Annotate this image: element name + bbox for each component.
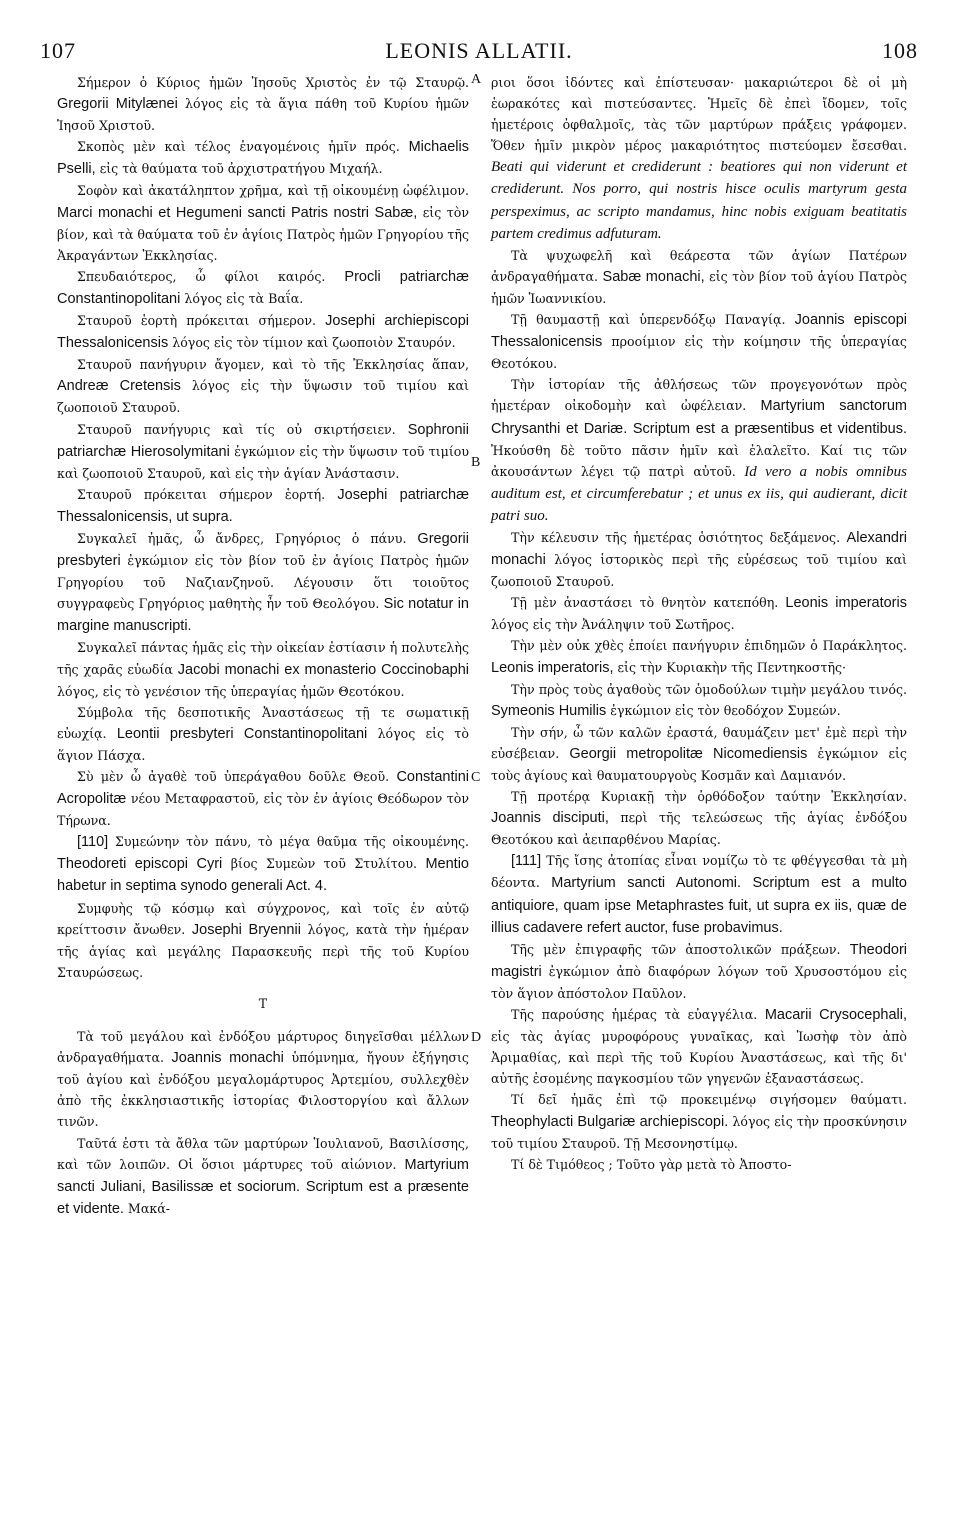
latin-text: Martyrium sanctorum Chrysanthi et Dariæ. Scriptum est a præsentibus et videntibus. bbox=[491, 398, 907, 437]
greek-text: λόγος εἰς τὸ ἅγιον Πάσχα. bbox=[57, 725, 469, 763]
greek-text: λόγος, κατὰ τὴν ἡμέραν τῆς ἁγίας καὶ μεγάλης Παρασκευῆς περὶ τῆς τοῦ Κυρίου Σταυρώσεως. bbox=[57, 921, 469, 980]
greek-text: Τὴν κέλευσιν τῆς ἡμετέρας ὁσιότητος δεξάμενος. bbox=[511, 529, 847, 545]
catalog-entry bbox=[491, 72, 907, 245]
latin-text: Symeonis Humilis bbox=[491, 702, 607, 719]
greek-text: Τῇ προτέρᾳ Κυριακῇ τὴν ὀρθόδοξον ταύτην Ἐκκλησίαν. bbox=[511, 789, 907, 805]
greek-text: ὑπόμνημα, ἤγουν ἐξήγησις τοῦ ἁγίου καὶ ἐνδόξου μεγαλομάρτυρος Ἀρτεμίου, συλλεχθὲν ἀπὸ τῆς ἐκκλησιαστικῆς ἱστορίας Φιλοστοργίου καὶ ἄλλων τινῶν. bbox=[57, 1050, 469, 1130]
greek-text: Σὺ μὲν ὦ ἀγαθὲ τοῦ ὑπεράγαθου δοῦλε Θεοῦ. bbox=[77, 769, 397, 784]
greek-text: Μακά- bbox=[123, 1200, 170, 1216]
latin-text: Procli patriarchæ Constantinopolitani bbox=[57, 268, 469, 307]
greek-text: Σταυροῦ πανήγυριν ἄγομεν, καὶ τὸ τῆς Ἐκκλησίας ἅπαν, bbox=[77, 357, 469, 373]
greek-text: ἐγκώμιον ἀπὸ διαφόρων λόγων τοῦ Χρυσοστόμου εἰς τὸν ἅγιον ἀπόστολον Παῦλον. bbox=[491, 963, 907, 1001]
greek-text: Τί δεῖ ἡμᾶς ἐπὶ τῷ προκειμένῳ σιγήσομεν θαύματι. bbox=[511, 1092, 907, 1108]
latin-italic-text: Id vero a nobis omnibus auditum est, et circumferebatur ; et unus ex iis, qui audierant, dicit patri suo. bbox=[491, 463, 907, 524]
greek-text: Σταυροῦ πρόκειται σήμερον ἑορτή. bbox=[77, 486, 338, 502]
greek-text: λόγος εἰς τὸν τίμιον καὶ ζωοποιὸν Σταυρόν. bbox=[168, 335, 456, 351]
latin-text: Georgii metropolitæ Nicomediensis bbox=[569, 745, 808, 762]
catalog-entry bbox=[491, 1004, 907, 1089]
latin-text: Marci monachi et Hegumeni sancti Patris nostri Sabæ, bbox=[57, 204, 418, 221]
greek-text: Τὴν πρὸς τοὺς ἀγαθοὺς τῶν ὁμοδούλων τιμὴν μεγάλου τινός. bbox=[511, 681, 907, 697]
latin-text: Martyrium sancti Juliani, Basilissæ et sociorum. Scriptum est a præsente et vidente. bbox=[57, 1156, 469, 1217]
catalog-entry bbox=[491, 527, 907, 592]
catalog-entry bbox=[491, 722, 907, 786]
greek-text: Σταυροῦ πανήγυρις καὶ τίς οὐ σκιρτήσειεν. bbox=[77, 421, 408, 437]
greek-text: εἰς τὴν Κυριακὴν τῆς Πεντηκοστῆς· bbox=[613, 659, 847, 675]
greek-text: εἰς τὰ θαύματα τοῦ ἀρχιστρατήγου Μιχαήλ. bbox=[95, 161, 383, 177]
latin-text: Joannis episcopi Thessalonicensis bbox=[491, 312, 907, 351]
catalog-entry bbox=[57, 637, 469, 701]
greek-text: εἰς τὸν βίον, καὶ τὰ θαύματα τοῦ ἐν ἁγίοις Πατρὸς ἡμῶν Γρηγορίου τῆς Ἀκραγάντων Ἐκκλησίας. bbox=[57, 204, 469, 263]
catalog-entry bbox=[491, 245, 907, 309]
latin-text: [110] bbox=[77, 834, 109, 851]
greek-text: Συμφυὴς τῷ κόσμῳ καὶ σύγχρονος, καὶ τοῖς ἐν αὐτῷ κρείττοσιν ἄνωθεν. bbox=[57, 900, 469, 937]
right-page-number: 108 bbox=[882, 38, 918, 63]
catalog-entry bbox=[491, 939, 907, 1004]
latin-italic-text: Beati qui viderunt et crediderunt : beatiores qui non viderunt et crediderunt. Nos porro, qui nostris hisce oculis martyrum gesta perspeximus, ac scripto mandamus, hinc nobis exiguam beatitatis partem credimus adfuturam. bbox=[491, 159, 907, 242]
latin-text: Joannis disciputi, bbox=[491, 810, 609, 827]
latin-text: Michaelis Pselli, bbox=[57, 139, 469, 178]
greek-text: ριοι ὅσοι ἰδόντες καὶ ἐπίστευσαν· μακαριώτεροι δὲ οἱ μὴ ἑωρακότες καὶ πιστεύσαντες. Ἡμεῖς δὲ ἐπεὶ ἴδομεν, τοῖς ἡμετέροις ὀφθαλμοῖς, τὰς τῶν μαρτύρων πράξεις γράφομεν. Ὅθεν ἡμῖν μικρὸν μέρος μακαριότητος πιστεύομεν ἔσεσθαι. bbox=[491, 75, 907, 154]
greek-text: ἐγκώμιον εἰς τοὺς ἁγίους καὶ θαυματουργοὺς Κοσμᾶν καὶ Δαμιανόν. bbox=[491, 745, 907, 783]
greek-text: λόγος εἰς τὴν ὕψωσιν τοῦ τιμίου καὶ ζωοποιοῦ Σταυροῦ. bbox=[57, 378, 469, 416]
latin-text: Jacobi monachi ex monasterio Coccinobaphi bbox=[177, 661, 469, 678]
latin-text: Josephi Bryennii bbox=[191, 921, 301, 938]
latin-text: Theophylacti Bulgariæ archiepiscopi. bbox=[491, 1113, 729, 1130]
latin-text: Gregorii presbyteri bbox=[57, 530, 469, 570]
catalog-entry bbox=[57, 136, 469, 180]
greek-text: ἐγκώμιον εἰς τὴν ὕψωσιν τοῦ τιμίου καὶ ζωοποιοῦ Σταυροῦ, καὶ εἰς τὴν ἁγίαν Ἀνάστασιν. bbox=[57, 443, 470, 481]
greek-text: ἐγκώμιον εἰς τὸν θεοδόχον Συμεών. bbox=[606, 702, 841, 718]
left-page-number: 107 bbox=[40, 38, 76, 63]
greek-text: Ἠκούσθη δὲ τοῦτο πᾶσιν ἡμῖν καὶ ἐλαλεῖτο. Καί τις τῶν ἀκουσάντων λέγει τῷ πατρὶ αὐτοῦ. bbox=[491, 442, 907, 479]
latin-text: Sic notatur in margine manuscripti. bbox=[57, 596, 469, 635]
greek-text: Συγκαλεῖ πάντας ἡμᾶς εἰς τὴν οἰκείαν ἑστίασιν ἡ πολυτελὴς τῆς χαρᾶς εὐωδία bbox=[57, 640, 469, 677]
greek-text: εἰς τὰς ἁγίας μυροφόρους γυναῖκας, καὶ Ἰωσὴφ τὸν ἀπὸ Ἀριμαθίας, καὶ περὶ τῆς τοῦ Κυρίου Ἀναστάσεως, καὶ τῆς δι' αὐτῆς ἐσομένης παγκοσμίου τῶν γηγενῶν ἐξαναστάσεως. bbox=[491, 1029, 907, 1087]
catalog-entry bbox=[491, 374, 907, 527]
greek-text: Σπευδαιότερος, ὦ φίλοι καιρός. bbox=[77, 268, 345, 284]
latin-text: Theodori magistri bbox=[491, 941, 907, 980]
catalog-entry bbox=[57, 484, 469, 528]
catalog-entry bbox=[57, 419, 469, 484]
running-title: LEONIS ALLATII. bbox=[385, 38, 573, 63]
latin-text: Josephi archiepiscopi Thessalonicensis bbox=[57, 313, 469, 352]
catalog-entry bbox=[491, 850, 907, 938]
greek-text: Συγκαλεῖ ἡμᾶς, ὦ ἄνδρες, Γρηγόριος ὁ πάνυ. bbox=[77, 530, 418, 546]
catalog-entry bbox=[491, 1089, 907, 1153]
latin-text: Sabæ monachi, bbox=[602, 268, 705, 285]
latin-text: Theodoreti episcopi Cyri bbox=[57, 856, 223, 873]
greek-text: περὶ τῆς τελεώσεως τῆς ἁγίας ἐνδόξου Θεοτόκου καὶ ἀειπαρθένου Μαρίας. bbox=[491, 810, 907, 848]
catalog-entry bbox=[57, 180, 469, 265]
catalog-entry bbox=[57, 993, 469, 1014]
greek-text: Τῆς ἴσης ἀτοπίας εἶναι νομίζω τὸ τε φθέγγεσθαι τὰ μὴ δέοντα. bbox=[491, 853, 907, 891]
catalog-entry bbox=[57, 831, 469, 897]
latin-text: Macarii Crysocephali, bbox=[764, 1007, 907, 1024]
latin-text: Constantini Acropolitæ bbox=[57, 769, 469, 808]
greek-text: Τ bbox=[258, 995, 268, 1011]
greek-text: βίος Συμεὼν τοῦ Στυλίτου. bbox=[222, 856, 426, 872]
catalog-entry bbox=[57, 766, 469, 831]
catalog-entry bbox=[491, 592, 907, 635]
greek-text: εἰς τὸν βίον τοῦ ἁγίου Πατρὸς ἡμῶν Ἰωαννικίου. bbox=[491, 268, 908, 306]
greek-text: Σύμβολα τῆς δεσποτικῆς Ἀναστάσεως τῇ τε σωματικῇ εὐωχίᾳ. bbox=[57, 704, 469, 741]
greek-text: λόγος εἰς τὴν Ἀνάληψιν τοῦ Σωτῆρος. bbox=[491, 617, 735, 633]
greek-text: Τῆς παρούσης ἡμέρας τὰ εὐαγγέλια. bbox=[511, 1007, 765, 1023]
greek-text: λόγος εἰς τὰ ἅγια πάθη τοῦ Κυρίου ἡμῶν Ἰησοῦ Χριστοῦ. bbox=[57, 96, 469, 134]
greek-text: λόγος εἰς τὰ Βαΐα. bbox=[180, 290, 304, 306]
greek-text: Τί δὲ Τιμόθεος ; Τοῦτο γὰρ μετὰ τὸ Ἀποστο- bbox=[511, 1156, 792, 1172]
latin-text: Sophronii patriarchæ Hierosolymitani bbox=[57, 421, 469, 460]
catalog-entry bbox=[57, 702, 469, 766]
greek-text: νέου Μεταφραστοῦ, εἰς τὸν ἐν ἁγίοις Θεόδωρον τὸν Τήρωνα. bbox=[57, 791, 469, 829]
greek-text: Σταυροῦ ἑορτὴ πρόκειται σήμερον. bbox=[77, 313, 326, 329]
latin-text: Martyrium sancti Autonomi. Scriptum est a multo antiquiore, quam ipse Metaphrastes fuit, ut supra ex iis, quæ de illius cadavere refert auctor, fuse probavimus. bbox=[491, 875, 907, 936]
greek-text: Τὴν σήν, ὦ τῶν καλῶν ἐραστά, θαυμάζειν μετ' ἐμὲ περὶ τὴν εὐσέβειαν. bbox=[491, 724, 907, 761]
latin-text: Joannis monachi bbox=[171, 1050, 284, 1067]
greek-text: Συμεώνην τὸν πάνυ, τὸ μέγα θαῦμα τῆς οἰκουμένης. bbox=[108, 834, 469, 850]
catalog-entry bbox=[57, 898, 469, 983]
greek-text: Σκοπὸς μὲν καὶ τέλος ἐναγομένοις ἡμῖν πρός. bbox=[77, 139, 409, 155]
catalog-entry bbox=[57, 1026, 469, 1132]
catalog-entry bbox=[491, 1154, 907, 1175]
latin-text: Gregorii Mitylænei bbox=[57, 96, 178, 113]
greek-text: προοίμιον εἰς τὴν κοίμησιν τῆς ὑπεραγίας Θεοτόκου. bbox=[491, 334, 907, 372]
margin-letter-a: A bbox=[471, 72, 482, 87]
margin-letter-c: C bbox=[471, 770, 481, 785]
catalog-entry bbox=[57, 266, 469, 310]
latin-text: Josephi patriarchæ Thessalonicensis, ut supra. bbox=[57, 486, 469, 525]
latin-text: Alexandri monachi bbox=[491, 529, 907, 569]
catalog-entry bbox=[491, 635, 907, 678]
greek-text: λόγος εἰς τὴν προσκύνησιν τοῦ τιμίου Σταυροῦ. Τῇ Μεσονηστίμῳ. bbox=[491, 1113, 907, 1151]
margin-letter-b: B bbox=[471, 455, 481, 470]
greek-text: Τῇ θαυμαστῇ καὶ ὑπερενδόξῳ Παναγίᾳ. bbox=[511, 312, 795, 328]
catalog-entry bbox=[491, 786, 907, 850]
running-header bbox=[40, 38, 918, 68]
catalog-entry bbox=[491, 309, 907, 374]
greek-text: Τὴν ἱστορίαν τῆς ἀθλήσεως τῶν προγεγονότων πρὸς ἡμετέραν οἰκοδομὴν καὶ ὠφέλειαν. bbox=[491, 377, 907, 414]
greek-text: λόγος, εἰς τὸ γενέσιον τῆς ὑπεραγίας ἡμῶν Θεοτόκου. bbox=[57, 683, 405, 699]
latin-text: Andreæ Cretensis bbox=[57, 378, 181, 395]
greek-text: Τὰ τοῦ μεγάλου καὶ ἐνδόξου μάρτυρος διηγεῖσθαι μέλλων ἀνδραγαθήματα. bbox=[57, 1029, 469, 1066]
latin-text: Leontii presbyteri Constantinopolitani bbox=[116, 725, 368, 742]
left-column bbox=[57, 72, 469, 1220]
catalog-entry bbox=[57, 354, 469, 418]
latin-text: Leonis imperatoris bbox=[785, 595, 907, 612]
greek-text: Τὰ ψυχωφελῆ καὶ θεάρεστα τῶν ἁγίων Πατέρων ἀνδραγαθήματα. bbox=[491, 247, 907, 284]
greek-text: Τῇ μὲν ἀναστάσει τὸ θνητὸν κατεπόθη. bbox=[511, 595, 786, 611]
catalog-entry bbox=[57, 310, 469, 354]
greek-text: Τὴν μὲν οὐκ χθὲς ἐποίει πανήγυριν ἐπιδημῶν ὁ Παράκλητος. bbox=[511, 638, 907, 654]
greek-text: Τῆς μὲν ἐπιγραφῆς τῶν ἀποστολικῶν πράξεων. bbox=[511, 941, 850, 957]
catalog-entry bbox=[57, 1133, 469, 1220]
greek-text: ἐγκώμιον εἰς τὸν βίον τοῦ ἐν ἁγίοις Πατρὸς ἡμῶν Γρηγορίου τοῦ Ναζιανζηνοῦ. Λέγουσιν ὅτι τοιοῦτος συγγραφεὺς Γρηγόριος μαθητὴς ἦν τοῦ Θεολόγου. bbox=[57, 553, 469, 612]
greek-text: Σοφὸν καὶ ἀκατάληπτον χρῆμα, καὶ τῇ οἰκουμένῃ ὠφέλιμον. bbox=[77, 183, 469, 199]
latin-text: Leonis imperatoris, bbox=[491, 659, 614, 676]
greek-text: λόγος ἱστορικὸς περὶ τῆς εὑρέσεως τοῦ τιμίου καὶ ζωοποιοῦ Σταυροῦ. bbox=[491, 552, 907, 590]
greek-text: Ταῦτά ἐστι τὰ ἄθλα τῶν μαρτύρων Ἰουλιανοῦ, Βασιλίσσης, καὶ τῶν λοιπῶν. Οἱ ὅσιοι μάρτυρες τοῦ αἰώνιον. bbox=[57, 1135, 469, 1172]
latin-text: [111] bbox=[511, 853, 542, 870]
catalog-entry bbox=[491, 679, 907, 722]
catalog-entry bbox=[57, 528, 469, 637]
catalog-entry bbox=[57, 72, 469, 136]
latin-text: Mentio habetur in septima synodo generali Act. 4. bbox=[57, 856, 469, 895]
greek-text: Σήμερον ὁ Κύριος ἡμῶν Ἰησοῦς Χριστὸς ἐν τῷ Σταυρῷ. bbox=[77, 75, 469, 90]
right-column bbox=[491, 72, 907, 1175]
margin-letter-d: D bbox=[471, 1030, 482, 1045]
